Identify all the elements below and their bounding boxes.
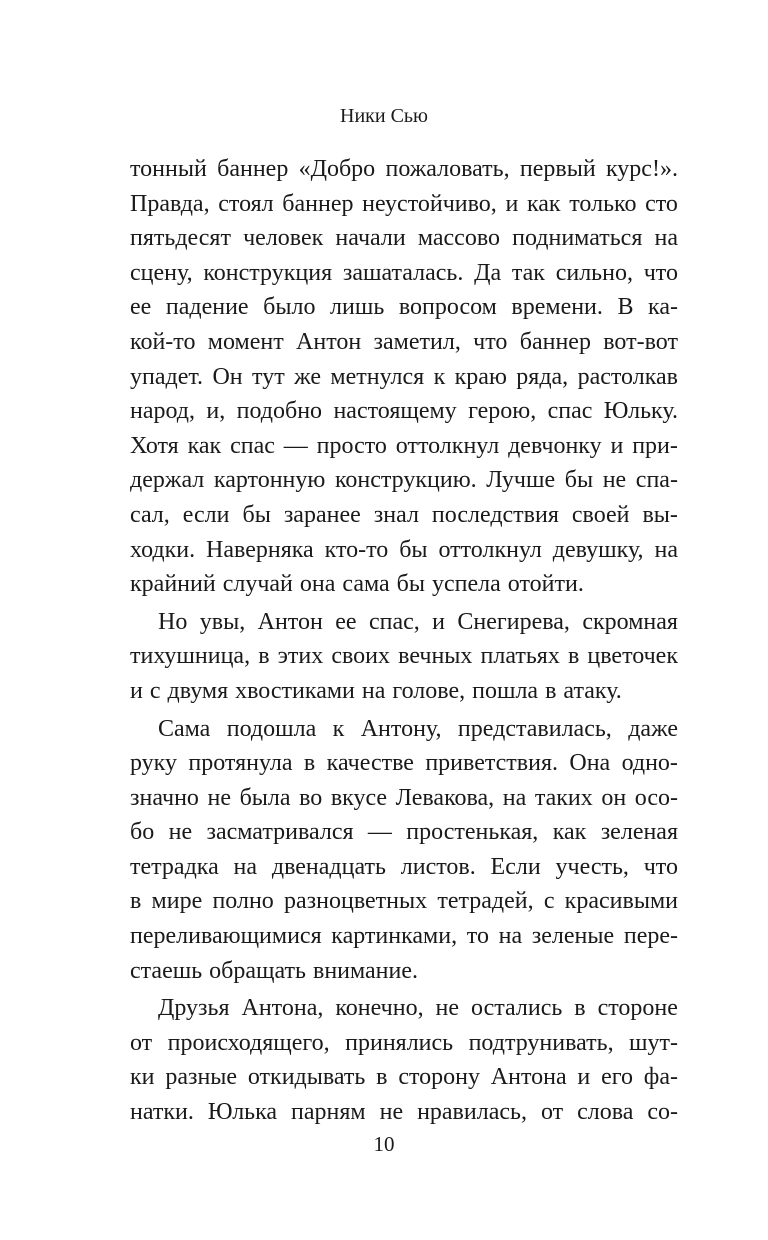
word: и: [610, 432, 624, 459]
word: ка-: [648, 294, 678, 321]
page-number: 10: [373, 1132, 395, 1156]
word: Он: [212, 363, 243, 390]
word: разноцветных: [284, 888, 428, 915]
page-body-text: [130, 152, 678, 1130]
word: то: [466, 923, 489, 950]
word: Друзья: [158, 995, 230, 1022]
word: бо: [130, 819, 155, 846]
word: от: [130, 1029, 153, 1056]
text-line: [130, 850, 678, 885]
text-line: [130, 152, 678, 187]
text-line: [130, 746, 678, 781]
word: сал,: [130, 501, 170, 528]
word: тихушница,: [130, 643, 251, 670]
word: при-: [632, 432, 678, 459]
word: его: [601, 1064, 633, 1091]
word: тут: [252, 363, 285, 390]
text-line: [130, 533, 678, 568]
word: он: [601, 784, 627, 811]
word: В: [617, 294, 634, 321]
word: картинками,: [331, 923, 458, 950]
text-line: [130, 256, 678, 291]
word: простенькая,: [406, 819, 539, 846]
word: от: [540, 1099, 564, 1126]
word: осо-: [634, 784, 678, 811]
word: на: [498, 923, 523, 950]
word: кой-то: [130, 328, 196, 355]
text-line: [130, 605, 678, 640]
word: человек: [243, 225, 324, 252]
word: подобно: [236, 398, 323, 425]
word: к: [433, 363, 446, 390]
word: тетрадка: [130, 853, 219, 880]
word: конечно,: [335, 995, 424, 1022]
word: на: [654, 225, 678, 252]
word: стоял: [218, 190, 274, 217]
word: натки.: [130, 1099, 194, 1126]
word: ки: [130, 1064, 155, 1091]
word: если: [182, 501, 230, 528]
word: последствия: [431, 501, 559, 528]
text-line: [130, 815, 678, 850]
word: и: [577, 1064, 591, 1091]
word: и: [505, 190, 519, 217]
word: спа-: [635, 467, 678, 494]
word: нравилась,: [417, 1099, 527, 1126]
word: полно: [212, 888, 274, 915]
word: —: [283, 432, 308, 459]
word: на: [502, 784, 527, 811]
word: на: [361, 677, 386, 704]
word: в: [567, 643, 580, 670]
word: листов.: [400, 853, 476, 880]
word: ее: [335, 608, 357, 635]
word: в: [545, 677, 557, 704]
word: сторону: [398, 1064, 480, 1091]
word: красивыми: [564, 888, 678, 915]
word: в: [376, 1064, 388, 1091]
text-line: [130, 991, 678, 1026]
word: времени.: [511, 294, 603, 321]
word: подошла: [226, 715, 317, 742]
word: конструкцию.: [334, 467, 477, 494]
word: качестве: [326, 750, 414, 777]
word: зеленая: [600, 819, 678, 846]
word: упадет.: [130, 363, 204, 390]
word: Правда,: [130, 190, 210, 217]
word: что: [643, 853, 678, 880]
word: так: [511, 259, 545, 286]
word: заметил,: [373, 328, 461, 355]
word: падение: [165, 294, 249, 321]
word: отойти.: [507, 571, 584, 598]
word: как: [552, 819, 587, 846]
text-line: [130, 639, 678, 674]
word: ряда,: [516, 363, 569, 390]
word: тонный: [130, 156, 207, 182]
word: неустойчиво,: [362, 190, 497, 217]
word: цветочек: [587, 643, 678, 670]
word: вот-вот: [603, 328, 678, 355]
word: не: [435, 995, 460, 1022]
word: не: [207, 784, 231, 811]
text-line: [130, 567, 678, 602]
word: ее: [130, 294, 152, 321]
word: пятьдесят: [130, 225, 231, 252]
text-line: [130, 674, 678, 709]
word: пожаловать,: [385, 156, 510, 182]
word: бы: [242, 501, 271, 528]
text-line: [130, 325, 678, 360]
word: не: [602, 467, 627, 494]
word: спас: [230, 432, 275, 459]
word: как: [526, 190, 561, 217]
word: Антона: [490, 1064, 567, 1091]
word: Да: [474, 259, 502, 286]
word: фа-: [643, 1064, 678, 1091]
text-line: [130, 429, 678, 464]
word: метнулся: [330, 363, 425, 390]
text-line: [130, 1095, 678, 1130]
word: Антону,: [360, 715, 442, 742]
word: Хотя: [130, 432, 179, 459]
word: пошла: [472, 677, 539, 704]
word: внимание.: [312, 957, 419, 984]
word: засматривался: [206, 819, 354, 846]
text-line: [130, 712, 678, 747]
word: и,: [206, 398, 226, 425]
word: баннер: [282, 190, 354, 217]
word: начали: [335, 225, 406, 252]
word: своих: [331, 643, 391, 670]
word: представилась,: [457, 715, 612, 742]
word: Антон: [257, 608, 323, 635]
word: оттолкнул: [395, 432, 500, 459]
word: Лучше: [486, 467, 556, 494]
word: герою,: [468, 398, 537, 425]
word: парням: [291, 1099, 366, 1126]
text-line: [130, 394, 678, 429]
word: —: [367, 819, 392, 846]
word: стороне: [597, 995, 678, 1022]
word: обращать: [209, 957, 306, 984]
word: спас: [547, 398, 593, 425]
text-line: [130, 884, 678, 919]
word: и: [432, 608, 446, 635]
word: к: [332, 715, 345, 742]
word: в: [303, 750, 316, 777]
word: держал: [130, 467, 205, 494]
text-line: [130, 781, 678, 816]
word: момент: [207, 328, 284, 355]
word: конструкция: [203, 259, 333, 286]
word: баннер: [519, 328, 591, 355]
word: девчонку: [508, 432, 602, 459]
word: атаку.: [563, 677, 622, 704]
word: платьях: [480, 643, 560, 670]
word: зашаталась.: [342, 259, 464, 286]
word: успела: [432, 571, 501, 598]
word: двенадцать: [271, 853, 386, 880]
word: была: [239, 784, 291, 811]
word: остались: [471, 995, 563, 1022]
text-line: [130, 290, 678, 325]
word: настоящему: [333, 398, 457, 425]
word: бы: [396, 571, 426, 598]
word: краю: [454, 363, 507, 390]
text-line: [130, 498, 678, 533]
word: сто: [645, 190, 678, 217]
word: она: [299, 571, 336, 598]
word: значно: [130, 784, 199, 811]
word: вечных: [398, 643, 473, 670]
text-line: [130, 187, 678, 222]
word: курс!».: [605, 156, 678, 182]
word: только: [569, 190, 637, 217]
word: приветствия.: [425, 750, 558, 777]
text-line: [130, 1026, 678, 1061]
word: вопросом: [398, 294, 497, 321]
word: разные: [165, 1064, 238, 1091]
word: бы: [399, 536, 428, 563]
word: протянула: [188, 750, 293, 777]
word: голове,: [392, 677, 466, 704]
word: вы-: [642, 501, 678, 528]
word: Юльку.: [603, 398, 678, 425]
word: Левакова,: [395, 784, 495, 811]
word: тетрадей,: [437, 888, 534, 915]
word: картонную: [213, 467, 326, 494]
word: шут-: [629, 1029, 678, 1056]
word: знал: [373, 501, 419, 528]
word: было: [263, 294, 316, 321]
word: увы,: [199, 608, 246, 635]
word: скромная: [582, 608, 678, 635]
word: Но: [158, 608, 188, 635]
word: учесть,: [555, 853, 629, 880]
word: стаешь: [130, 957, 203, 984]
word: что: [473, 328, 508, 355]
word: крайний: [130, 571, 216, 598]
word: что: [643, 259, 678, 286]
word: как: [187, 432, 222, 459]
word: этих: [277, 643, 324, 670]
text-line: [130, 954, 678, 989]
word: народ,: [130, 398, 196, 425]
word: зеленые: [531, 923, 615, 950]
word: на: [233, 853, 258, 880]
word: Антон: [296, 328, 362, 355]
word: таких: [534, 784, 593, 811]
word: Юлька: [207, 1099, 278, 1126]
word: в: [130, 888, 142, 915]
word: и: [130, 677, 143, 704]
word: не: [168, 819, 193, 846]
text-line: [130, 463, 678, 498]
word: сцену,: [130, 259, 193, 286]
word: в: [574, 995, 586, 1022]
word: же: [294, 363, 321, 390]
word: двумя: [167, 677, 229, 704]
text-line: [130, 1060, 678, 1095]
word: оттолкнул: [438, 536, 542, 563]
word: Антона,: [241, 995, 324, 1022]
word: случай: [222, 571, 293, 598]
word: растолкав: [577, 363, 678, 390]
word: баннер: [217, 156, 289, 182]
word: бы: [564, 467, 594, 494]
word: со-: [647, 1099, 678, 1126]
word: переливающимися: [130, 923, 322, 950]
word: даже: [628, 715, 678, 742]
word: откидывать: [247, 1064, 366, 1091]
word: кто-то: [324, 536, 389, 563]
word: пере-: [623, 923, 678, 950]
word: во: [299, 784, 323, 811]
text-line: [130, 919, 678, 954]
word: Сама: [158, 715, 211, 742]
word: сильно,: [555, 259, 633, 286]
word: девушку,: [552, 536, 644, 563]
word: первый: [519, 156, 596, 182]
text-line: [130, 221, 678, 256]
word: Если: [490, 853, 541, 880]
word: в: [258, 643, 270, 670]
word: спас,: [368, 608, 420, 635]
word: заранее: [283, 501, 361, 528]
word: руку: [130, 750, 178, 777]
word: вкусе: [330, 784, 388, 811]
word: Она: [569, 750, 611, 777]
word: с: [543, 888, 555, 915]
word: на: [654, 536, 678, 563]
word: просто: [316, 432, 387, 459]
word: происходящего,: [167, 1029, 330, 1056]
word: ходки.: [130, 536, 196, 563]
word: лишь: [330, 294, 385, 321]
word: не: [379, 1099, 404, 1126]
word: массово: [417, 225, 500, 252]
word: принялись: [345, 1029, 454, 1056]
word: подтрунивать,: [468, 1029, 614, 1056]
text-line: [130, 360, 678, 395]
word: Наверняка: [206, 536, 314, 563]
running-header-author: Ники Сью: [340, 105, 428, 127]
word: мире: [151, 888, 203, 915]
word: «Добро: [298, 156, 376, 182]
word: слова: [577, 1099, 634, 1126]
word: хвостиками: [235, 677, 355, 704]
word: с: [149, 677, 161, 704]
word: сама: [342, 571, 390, 598]
word: подниматься: [512, 225, 643, 252]
word: Снегирева,: [457, 608, 570, 635]
word: своей: [571, 501, 630, 528]
word: одно-: [621, 750, 678, 777]
